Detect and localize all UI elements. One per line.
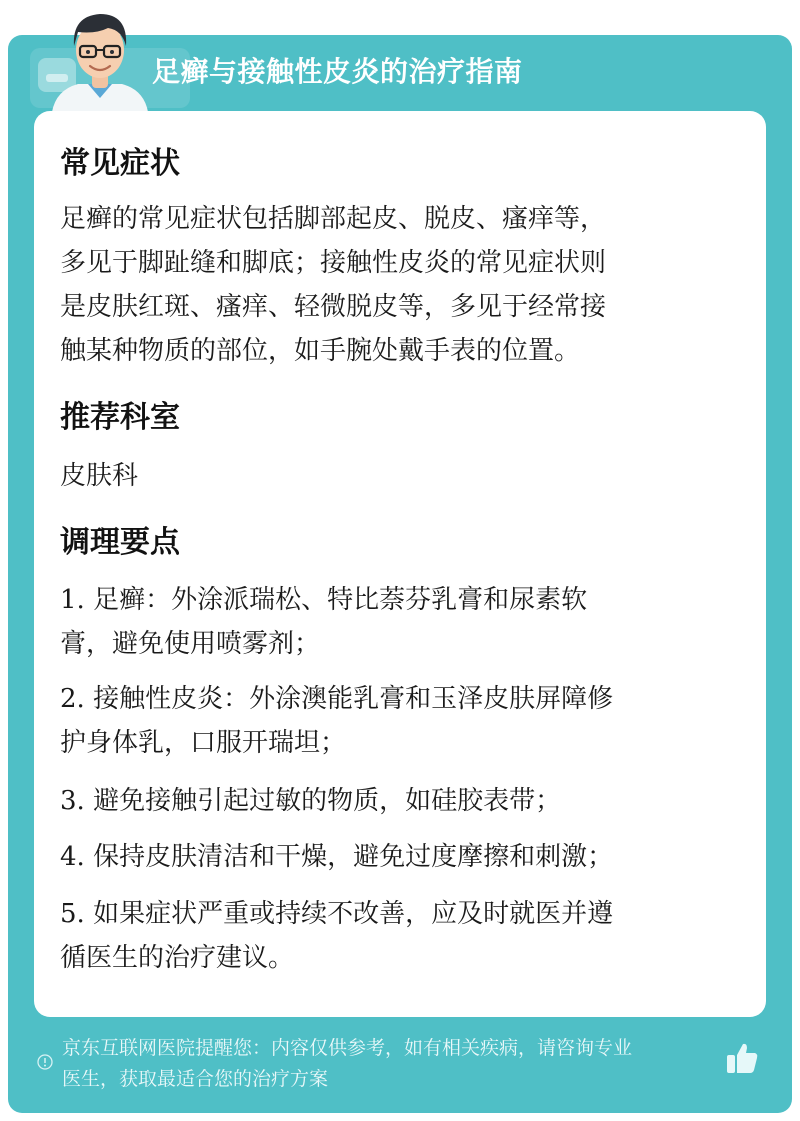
care-item-text: 避免接触引起过敏的物质，如硅胶表带；	[84, 786, 562, 816]
department-value: 皮肤科	[60, 461, 139, 491]
care-item-text: 足癣：外涂派瑞松、特比萘芬乳膏和尿素软	[84, 585, 588, 615]
page-title: 足癣与接触性皮炎的治疗指南	[152, 55, 523, 88]
care-item	[60, 578, 732, 666]
doctor-avatar	[48, 6, 152, 112]
symptoms-line: 多见于脚趾缝和脚底；接触性皮炎的常见症状则	[60, 248, 607, 278]
care-item-number: 4.	[60, 842, 85, 872]
footer-disclaimer	[62, 1033, 726, 1095]
care-item	[60, 835, 732, 879]
symptoms-line: 足癣的常见症状包括脚部起皮、脱皮、瘙痒等，	[60, 204, 607, 234]
footer-line: 医生，获取最适合您的治疗方案	[62, 1068, 329, 1090]
symptoms-text	[60, 197, 732, 373]
care-item-text: 接触性皮炎：外涂澳能乳膏和玉泽皮肤屏障修	[84, 684, 614, 714]
care-item	[60, 677, 732, 765]
care-item-number: 2.	[60, 684, 85, 714]
footer-line: 京东互联网医院提醒您：内容仅供参考，如有相关疾病，请咨询专业	[62, 1037, 633, 1059]
care-title: 调理要点	[60, 525, 180, 560]
care-item-text: 循医生的治疗建议。	[60, 943, 295, 973]
symptoms-line: 触某种物质的部位，如手腕处戴手表的位置。	[60, 336, 581, 366]
care-item-text: 如果症状严重或持续不改善，应及时就医并遵	[84, 899, 614, 929]
symptoms-title: 常见症状	[60, 146, 180, 181]
care-item-text: 护身体乳，口服开瑞坦；	[60, 728, 347, 758]
symptoms-line: 是皮肤红斑、瘙痒、轻微脱皮等，多见于经常接	[60, 292, 607, 322]
care-item-number: 1.	[60, 585, 85, 615]
department-title: 推荐科室	[60, 400, 180, 435]
care-item	[60, 779, 732, 823]
info-circle-icon	[37, 1054, 53, 1070]
care-item-number: 5.	[60, 899, 85, 929]
care-item-text: 膏，避免使用喷雾剂；	[60, 629, 321, 659]
care-item	[60, 892, 732, 980]
care-item-text: 保持皮肤清洁和干燥，避免过度摩擦和刺激；	[84, 842, 614, 872]
content-card	[34, 111, 766, 1017]
care-item-number: 3.	[60, 786, 85, 816]
thumbs-up-icon[interactable]	[724, 1040, 760, 1076]
